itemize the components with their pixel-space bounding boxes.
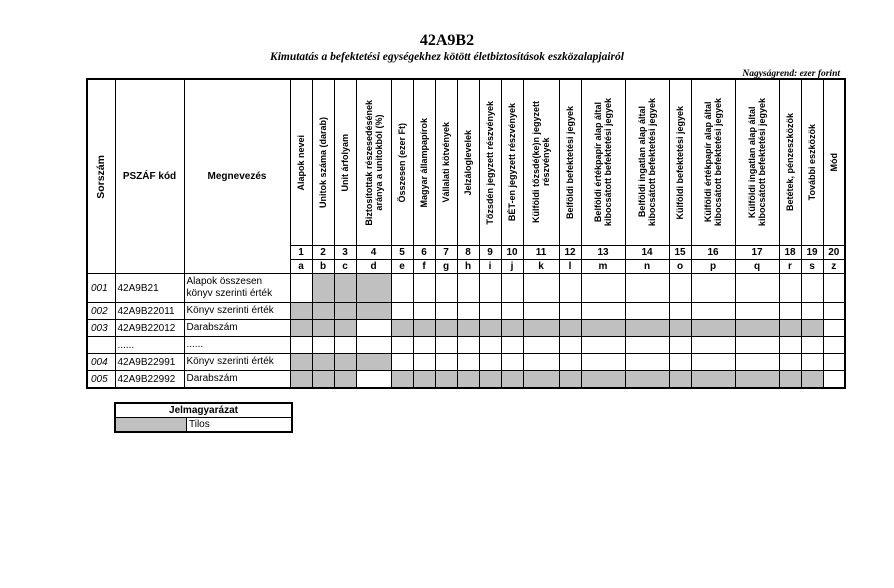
row-name: Darabszám (184, 320, 290, 337)
data-cell (559, 371, 581, 389)
data-cell (501, 320, 523, 337)
data-cell[interactable] (312, 337, 334, 354)
data-cell[interactable] (779, 303, 801, 320)
magnitude-note: Nagyságrend: ezer forint (742, 69, 840, 79)
data-cell[interactable] (391, 337, 413, 354)
column-header-15: Külföldi befektetési jegyek (669, 79, 691, 246)
column-number-1: 1 (290, 246, 312, 260)
column-letter-6: f (413, 260, 435, 274)
data-cell[interactable] (801, 354, 823, 371)
column-header-2: Unitok száma (darab) (312, 79, 334, 246)
report-subtitle: Kimutatás a befektetési egységekhez kötött életbiztosítások eszközalapjairól (270, 51, 624, 63)
column-number-7: 7 (435, 246, 457, 260)
data-cell[interactable] (625, 337, 669, 354)
column-number-11: 11 (523, 246, 559, 260)
data-cell[interactable] (779, 274, 801, 303)
data-cell (312, 320, 334, 337)
data-cell[interactable] (581, 354, 625, 371)
data-cell[interactable] (290, 274, 312, 303)
column-letter-16: p (691, 260, 735, 274)
data-cell[interactable] (457, 274, 479, 303)
data-cell[interactable] (559, 303, 581, 320)
column-header-1: Alapok nevei (290, 79, 312, 246)
data-cell (801, 320, 823, 337)
column-letter-15: o (669, 260, 691, 274)
column-header-14: Belföldi ingatlan alap által kibocsátott befektetési jegyek (625, 79, 669, 246)
row-number: 002 (87, 303, 115, 320)
data-cell[interactable] (523, 303, 559, 320)
data-cell (356, 274, 391, 303)
data-cell (735, 371, 779, 389)
data-cell (801, 371, 823, 389)
column-header-10: BÉT-en jegyzett részvények (501, 79, 523, 246)
data-cell[interactable] (523, 354, 559, 371)
data-cell (435, 371, 457, 389)
column-number-4: 4 (356, 246, 391, 260)
table-row (87, 303, 845, 320)
column-number-9: 9 (479, 246, 501, 260)
column-header-6: Magyar állampapírok (413, 79, 435, 246)
data-cell[interactable] (779, 337, 801, 354)
column-number-12: 12 (559, 246, 581, 260)
data-cell (334, 303, 356, 320)
header-sorszam: Sorszám (87, 79, 115, 274)
data-cell[interactable] (625, 354, 669, 371)
legend-forbidden-label: Tilos (187, 418, 293, 433)
column-letter-18: r (779, 260, 801, 274)
data-cell (559, 320, 581, 337)
data-cell[interactable] (669, 274, 691, 303)
data-cell[interactable] (823, 337, 845, 354)
data-cell[interactable] (290, 337, 312, 354)
data-cell (479, 320, 501, 337)
column-letter-7: g (435, 260, 457, 274)
data-cell[interactable] (479, 303, 501, 320)
column-header-17: Külföldi ingatlan alap által kibocsátott befektetési jegyek (735, 79, 779, 246)
data-cell[interactable] (356, 371, 391, 389)
data-cell (312, 371, 334, 389)
report-code-title: 42A9B2 (419, 32, 475, 49)
data-cell[interactable] (479, 274, 501, 303)
data-cell[interactable] (523, 337, 559, 354)
data-cell[interactable] (735, 354, 779, 371)
data-cell[interactable] (391, 274, 413, 303)
column-letter-4: d (356, 260, 391, 274)
data-cell[interactable] (581, 303, 625, 320)
data-cell (312, 274, 334, 303)
data-cell[interactable] (801, 274, 823, 303)
data-cell[interactable] (457, 354, 479, 371)
column-header-11: Külföldi tőzsdé(ke)n jegyzett részvények (523, 79, 559, 246)
column-letter-2: b (312, 260, 334, 274)
data-cell[interactable] (801, 337, 823, 354)
column-header-18: Betétek, pénzeszközök (779, 79, 801, 246)
row-name: Könyv szerinti érték (184, 354, 290, 371)
data-cell[interactable] (823, 303, 845, 320)
data-cell (779, 371, 801, 389)
column-number-19: 19 (801, 246, 823, 260)
data-cell (779, 320, 801, 337)
column-header-9: Tőzsdén jegyzett részvények (479, 79, 501, 246)
table-row (87, 371, 845, 389)
data-cell[interactable] (391, 303, 413, 320)
column-letter-1: a (290, 260, 312, 274)
data-cell[interactable] (669, 337, 691, 354)
row-pszaf-code: 42A9B21 (115, 274, 184, 303)
column-letter-13: m (581, 260, 625, 274)
data-cell[interactable] (501, 303, 523, 320)
row-name: ...... (184, 337, 290, 354)
data-cell (581, 320, 625, 337)
data-cell (290, 354, 312, 371)
data-cell[interactable] (669, 354, 691, 371)
data-cell[interactable] (823, 354, 845, 371)
data-cell[interactable] (801, 303, 823, 320)
data-cell[interactable] (479, 354, 501, 371)
data-cell (413, 320, 435, 337)
column-number-14: 14 (625, 246, 669, 260)
data-cell[interactable] (479, 337, 501, 354)
row-number: 004 (87, 354, 115, 371)
data-cell (391, 320, 413, 337)
column-number-3: 3 (334, 246, 356, 260)
data-cell (391, 371, 413, 389)
data-cell (413, 371, 435, 389)
row-pszaf-code: 42A9B22991 (115, 354, 184, 371)
column-letter-17: q (735, 260, 779, 274)
table-row (87, 354, 845, 371)
data-cell (457, 371, 479, 389)
data-cell[interactable] (581, 337, 625, 354)
data-cell (691, 320, 735, 337)
column-letter-3: c (334, 260, 356, 274)
column-letter-5: e (391, 260, 413, 274)
column-number-15: 15 (669, 246, 691, 260)
data-cell (581, 371, 625, 389)
data-cell[interactable] (669, 303, 691, 320)
data-cell[interactable] (413, 274, 435, 303)
data-cell (479, 371, 501, 389)
data-cell[interactable] (457, 303, 479, 320)
row-name: Darabszám (184, 371, 290, 389)
data-cell[interactable] (413, 354, 435, 371)
data-cell (691, 371, 735, 389)
data-cell[interactable] (779, 354, 801, 371)
data-cell[interactable] (356, 337, 391, 354)
data-cell[interactable] (501, 274, 523, 303)
data-cell[interactable] (457, 337, 479, 354)
row-number (87, 337, 115, 354)
column-letter-19: s (801, 260, 823, 274)
column-letter-10: j (501, 260, 523, 274)
data-cell (435, 320, 457, 337)
data-cell[interactable] (559, 274, 581, 303)
row-pszaf-code: ...... (115, 337, 184, 354)
data-cell[interactable] (334, 337, 356, 354)
data-cell[interactable] (735, 303, 779, 320)
header-megnevezes: Megnevezés (184, 79, 290, 274)
data-cell (334, 274, 356, 303)
data-cell[interactable] (413, 303, 435, 320)
data-cell[interactable] (581, 274, 625, 303)
data-cell[interactable] (735, 337, 779, 354)
column-header-3: Unit árfolyam (334, 79, 356, 246)
data-cell[interactable] (435, 354, 457, 371)
data-cell (312, 303, 334, 320)
column-number-17: 17 (735, 246, 779, 260)
data-cell[interactable] (823, 371, 845, 389)
data-cell (669, 320, 691, 337)
data-cell[interactable] (691, 354, 735, 371)
data-cell[interactable] (435, 303, 457, 320)
row-number: 001 (87, 274, 115, 303)
data-cell[interactable] (625, 303, 669, 320)
data-cell[interactable] (356, 320, 391, 337)
data-cell[interactable] (501, 354, 523, 371)
column-header-4: Biztosítottak részesedésének aránya a unitokból (%) (356, 79, 391, 246)
row-name: Könyv szerinti érték (184, 303, 290, 320)
data-cell (290, 371, 312, 389)
legend-grey-swatch (115, 418, 187, 433)
column-header-16: Külföldi értékpapír alap által kibocsátott befektetési jegyek (691, 79, 735, 246)
data-cell (356, 303, 391, 320)
data-cell[interactable] (413, 337, 435, 354)
table-row (87, 337, 845, 354)
column-header-12: Belföldi befektetési jegyek (559, 79, 581, 246)
data-cell[interactable] (823, 320, 845, 337)
column-header-7: Vállalati kötvények (435, 79, 457, 246)
data-cell (334, 371, 356, 389)
row-number: 005 (87, 371, 115, 389)
column-letter-9: i (479, 260, 501, 274)
column-letter-14: n (625, 260, 669, 274)
column-number-20: 20 (823, 246, 845, 260)
column-letter-8: h (457, 260, 479, 274)
row-number: 003 (87, 320, 115, 337)
column-letter-12: l (559, 260, 581, 274)
data-cell[interactable] (823, 274, 845, 303)
data-cell (669, 371, 691, 389)
data-cell[interactable] (691, 274, 735, 303)
column-number-10: 10 (501, 246, 523, 260)
column-header-13: Belföldi értékpapír alap által kibocsátott befektetési jegyek (581, 79, 625, 246)
data-cell (334, 354, 356, 371)
legend-table (114, 402, 293, 433)
row-pszaf-code: 42A9B22012 (115, 320, 184, 337)
data-cell[interactable] (501, 337, 523, 354)
data-cell (625, 320, 669, 337)
data-cell (735, 320, 779, 337)
column-header-8: Jelzáloglevelek (457, 79, 479, 246)
data-cell[interactable] (523, 274, 559, 303)
row-pszaf-code: 42A9B22011 (115, 303, 184, 320)
legend-title: Jelmagyarázat (115, 403, 292, 418)
column-number-2: 2 (312, 246, 334, 260)
header-pszaf-code: PSZÁF kód (115, 79, 184, 274)
column-header-5: Összesen (ezer Ft) (391, 79, 413, 246)
data-cell[interactable] (435, 274, 457, 303)
row-name: Alapok összesen könyv szerinti érték (184, 274, 290, 303)
column-number-6: 6 (413, 246, 435, 260)
row-pszaf-code: 42A9B22992 (115, 371, 184, 389)
data-cell (290, 320, 312, 337)
data-cell[interactable] (391, 354, 413, 371)
column-header-19: További eszközök (801, 79, 823, 246)
data-cell[interactable] (435, 337, 457, 354)
data-cell (523, 371, 559, 389)
data-cell[interactable] (625, 274, 669, 303)
column-number-13: 13 (581, 246, 625, 260)
data-cell (334, 320, 356, 337)
table-row (87, 274, 845, 303)
column-letter-20: z (823, 260, 845, 274)
data-cell[interactable] (691, 303, 735, 320)
column-header-20: Mód (823, 79, 845, 246)
column-number-16: 16 (691, 246, 735, 260)
data-cell[interactable] (691, 337, 735, 354)
data-cell (356, 354, 391, 371)
column-letter-11: k (523, 260, 559, 274)
data-cell (290, 303, 312, 320)
data-cell (501, 371, 523, 389)
data-cell (312, 354, 334, 371)
data-cell (625, 371, 669, 389)
data-cell[interactable] (559, 354, 581, 371)
column-number-18: 18 (779, 246, 801, 260)
table-row (87, 320, 845, 337)
data-cell (523, 320, 559, 337)
data-cell (457, 320, 479, 337)
data-cell[interactable] (735, 274, 779, 303)
report-table (86, 78, 846, 389)
column-number-8: 8 (457, 246, 479, 260)
data-cell[interactable] (559, 337, 581, 354)
column-number-5: 5 (391, 246, 413, 260)
